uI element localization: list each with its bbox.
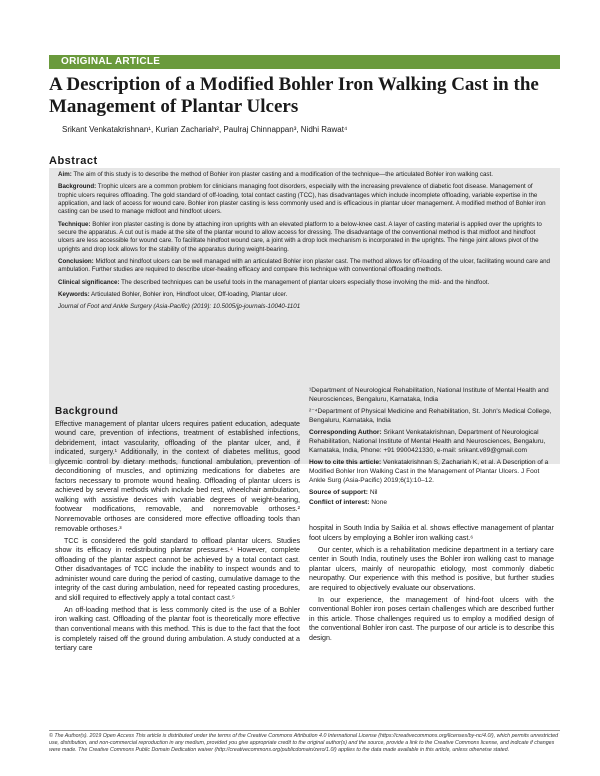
- article-type-banner: [49, 55, 560, 69]
- abstract-significance: Clinical significance: The described techniques can be useful tools in the management of plantar ulcers especially those involving the mid- and the hindfoot.: [58, 278, 490, 286]
- right-paragraph-0: hospital in South India by Saikia et al. shows effective management of plantar foot ulcers by employing a Bohler iron walking cast.⁶: [309, 524, 554, 542]
- corresponding-author: Corresponding Author: Srikant Venkatakrishnan, Department of Neurological Rehabilitation, National Institute of Mental Health and Neurosciences, Bengaluru, Karnataka, India, Phone: +91 9900421330, e-mail: srikant.v89@gmail.com: [309, 429, 546, 454]
- background-paragraph-3: An off-loading method that is less commonly cited is the use of a Bohler iron walking cast. Offloading of the plantar foot is theoretically more effective than conventional means with this method. This is due to the fact that the foot is completely raised off the ground during ambulation. A study conducted at a tertiary care: [55, 605, 300, 653]
- abstract-conclusion: Conclusion: Midfoot and hindfoot ulcers can be well managed with an articulated Bohler iron plaster cast. The method allows for off-loading of the ulcer, facilitating wound care and ambulation. Further studies are required to describe ulcer-healing efficacy and compare this technique with conventional offloading methods.: [58, 258, 550, 274]
- abstract-background: Background: Trophic ulcers are a common problem for clinicians managing foot disorders, especially with the increasing prevalence of diabetic foot disease. Management of trophic ulcers requires offloading. The gold standard of off-loading, total contact casting (TCC), has disadvantages which include incomplete offloading, variable expertise in the application, and lack of access for wound care. Bohler iron plaster casting is less commonly used and is efficacious in plantar ulcer management. A modified method of Bohler iron casting can be used to manage midfoot and hindfoot ulcers.: [58, 183, 546, 216]
- right-paragraph-2: In our experience, the management of hind-foot ulcers with the conventional Bohler iron poses certain challenges which are described further in this article. Those challenges required us to employ a modified design of the conventional Bohler iron cast. The purpose of our article is to describe this design.: [309, 595, 554, 643]
- affiliations-block: [309, 386, 554, 507]
- background-paragraph-2: TCC is considered the gold standard to offload plantar ulcers. Studies show its efficacy in redistributing plantar pressures.⁴ However, complete offloading of the plantar aspect cannot be achieved by a total contact cast. Other disadvantages of TCC include the inability to inspect wounds and to administer wound care during the period of casting, cumulative damage to the integrity of the cast during ambulation, need for repeated casting procedures, and skill required to effectively apply a total contact cast.⁵: [55, 536, 300, 602]
- how-to-cite: How to cite this article: Venkatakrishnan S, Zachariah K, et al. A Description of a Modified Bohler Iron Walking Cast in the Management of Plantar Ulcers. J Foot Ankle Surg (Asia-Pacific) 2019;6(1):10–12.: [309, 459, 549, 484]
- background-heading: Background: [55, 406, 119, 417]
- right-paragraph-1: Our center, which is a rehabilitation medicine department in a tertiary care center in South India, routinely uses the Bohler iron walking cast to manage plantar ulcers, mainly of neuropathic etiology, most commonly diabetic neuropathy. Our experience with this method is positive, but further studies are required to objectively evaluate our observations.: [309, 545, 554, 592]
- affiliation-2: ²⁻⁴Department of Physical Medicine and Rehabilitation, St. John's Medical College, Bengaluru, Karnataka, India: [309, 408, 552, 424]
- abstract-technique: Technique: Bohler iron plaster casting is done by attaching iron uprights with an elevated platform to a below-knee cast. A layer of casting material is applied over the uprights to secure the apparatus. A cut out is made at the site of the plantar wound to allow access for dressing. The disadvantage of the conventional method is that midfoot and hindfoot ulcers are less accessible for wound care. To facilitate hindfoot wound care, a joint with a drop lock mechanism is incorporated in the uprights. The hinge joint allows pivot of the uprights and drop lock allows for the stability of the apparatus during weight-bearing.: [58, 220, 542, 253]
- license-footer: © The Author(s). 2019 Open Access This article is distributed under the terms of the Creative Commons Attribution 4.0 International License (https://creativecommons.org/licenses/by-nc/4.0/), which permits unrestricted use, distribution, and non-commercial reproduction in any medium, provided you give appropriate credit to the original author(s) and the source, provide a link to the Creative Commons license, and indicate if changes were made. The Creative Commons Public Domain Dedication waiver (http://creativecommons.org/publicdomain/zero/1.0/) applies to the data made available in this article, unless otherwise stated.: [49, 730, 560, 755]
- abstract-aim: Aim: The aim of this study is to describe the method of Bohler iron plaster casting and a modification of the technique—the articulated Bohler iron walking cast.: [58, 171, 493, 178]
- author-list: Srikant Venkatakrishnan¹, Kurian Zachariah², Paulraj Chinnappan³, Nidhi Rawat⁴: [62, 125, 348, 134]
- abstract-keywords: Keywords: Articulated Bohler, Bohler iron, Hindfoot ulcer, Off-loading, Plantar ulcer.: [58, 290, 288, 298]
- journal-citation: Journal of Foot and Ankle Surgery (Asia-Pacific) (2019): 10.5005/jp-journals-10040-1101: [58, 303, 301, 311]
- article-title: A Description of a Modified Bohler Iron Walking Cast in the Management of Plantar Ulcers: [49, 74, 539, 117]
- background-paragraph-1: Effective management of plantar ulcers requires patient education, adequate wound care, prevention of infections, treatment of established infections, debridement, intact vascularity, offloading of the plantar ulcer, and, if indicated, surgery.¹ Additionally, in the context of diabetes mellitus, good glycemic control by dietary methods, functional ambulation, prevention of deconditioning of muscles, and optimizing medications for diabetes are factors necessary to promote wound healing. Offloading of plantar ulcers is achieved by several methods which include bed rest, wheelchair ambulation, walking with assistive devices with variable degrees of weight-bearing, footwear modifications, removable, and nonremovable orthoses.² Nonremovable orthoses are considered more effective offloading tools than removable orthoses.³: [55, 419, 300, 533]
- article-type-label: ORIGINAL ARTICLE: [61, 56, 161, 67]
- left-column: [55, 407, 300, 654]
- right-column: [309, 386, 554, 644]
- abstract-heading: Abstract: [49, 155, 98, 167]
- source-of-support: Source of support: Nil: [309, 489, 378, 496]
- affiliation-1: ¹Department of Neurological Rehabilitation, National Institute of Mental Health and Neurosciences, Bengaluru, Karnataka, India: [309, 387, 549, 403]
- conflict-of-interest: Conflict of interest: None: [309, 499, 388, 506]
